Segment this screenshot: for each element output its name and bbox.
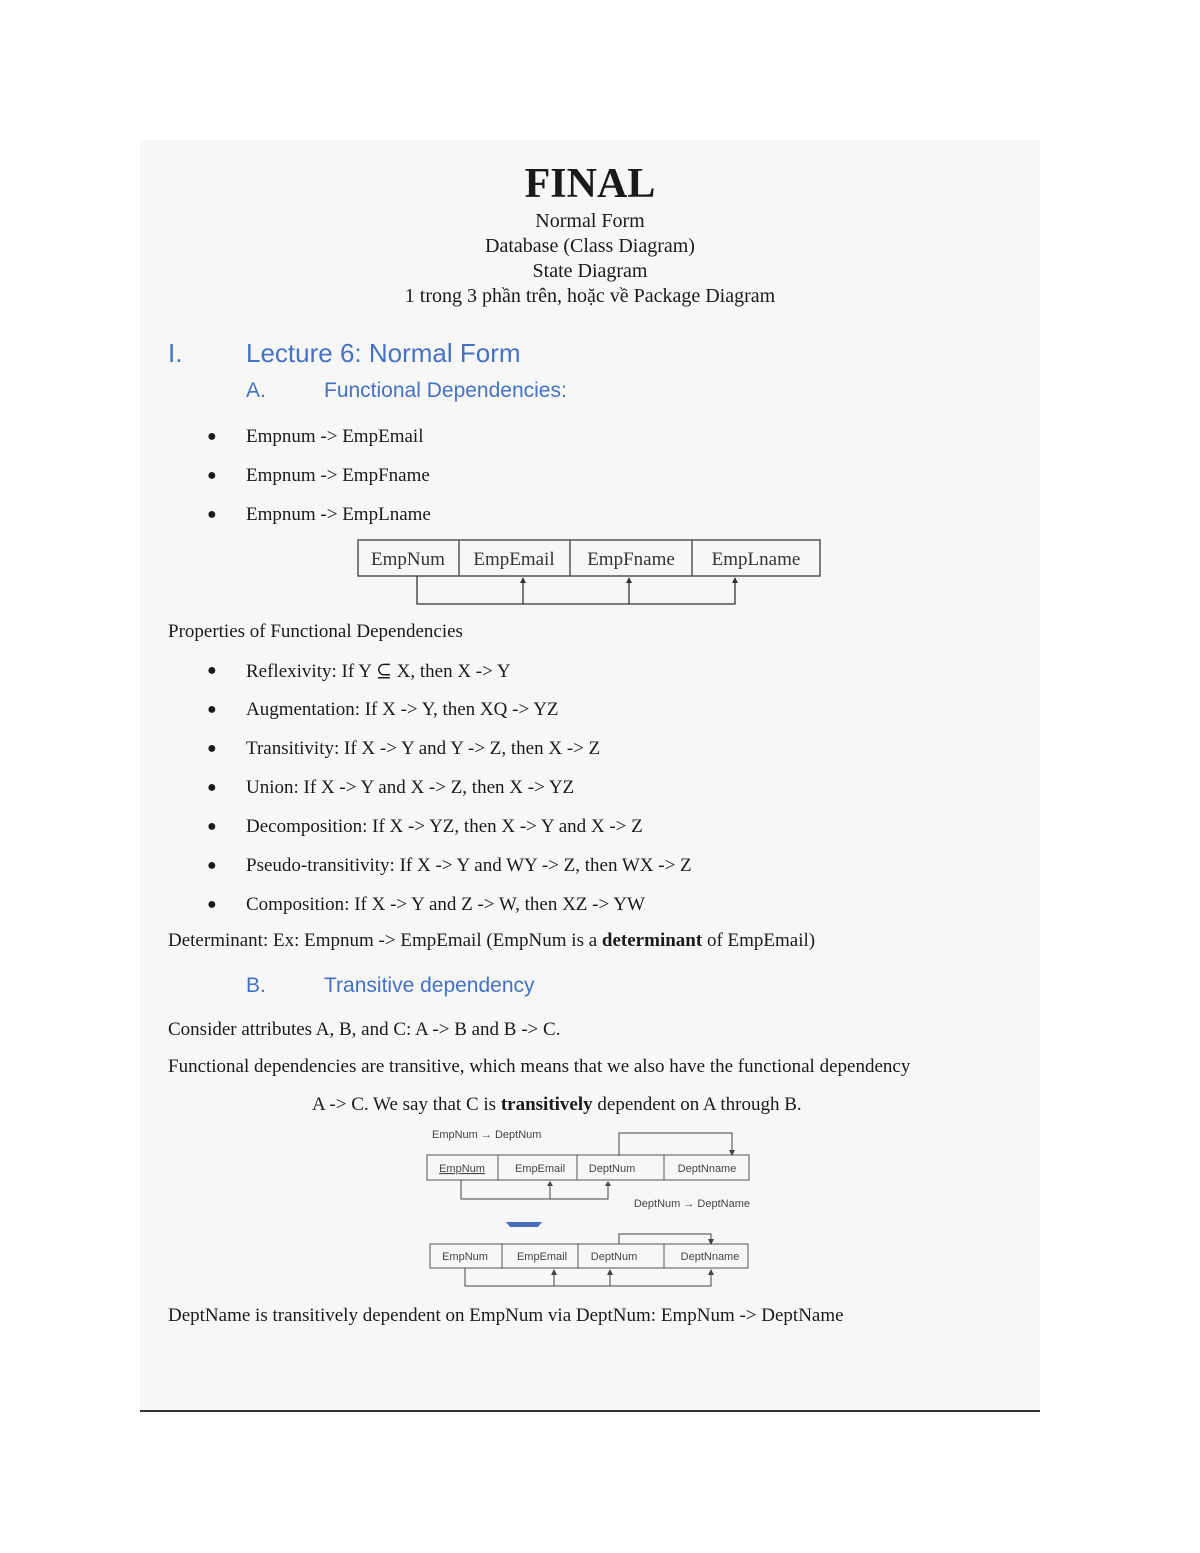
- diagram-bottom-header: DeptNname: [680, 1251, 740, 1263]
- bullet-icon: ●: [207, 896, 217, 913]
- determinant-text: of EmpEmail): [702, 930, 816, 951]
- bullet-icon: ●: [207, 740, 217, 757]
- arrowhead-icon: [547, 1181, 553, 1186]
- subsection-b-title: Transitive dependency: [324, 974, 535, 997]
- para-bold: transitively: [500, 1094, 593, 1115]
- dependency-arrow-line: [465, 1268, 711, 1286]
- para-text: A -> C. We say that C is: [312, 1094, 501, 1115]
- property-item: Reflexivity: If Y ⊆ X, then X -> Y: [246, 661, 511, 682]
- arrowhead-icon: [551, 1269, 557, 1275]
- fd-table-header: EmpLname: [711, 549, 801, 570]
- diagram-bottom-header: EmpNum: [442, 1251, 488, 1263]
- diagram-mid-label: DeptNum → DeptName: [633, 1198, 750, 1210]
- bullet-icon: ●: [207, 662, 217, 679]
- bullet-icon: ●: [207, 818, 217, 835]
- bullet-icon: ●: [207, 779, 217, 796]
- section-number: I.: [168, 338, 183, 368]
- property-item: Composition: If X -> Y and Z -> W, then XZ -> YW: [246, 894, 645, 915]
- bullet-icon: ●: [207, 701, 217, 718]
- transitive-para-1: Consider attributes A, B, and C: A -> B and B -> C.: [168, 1019, 561, 1040]
- dependency-arrow-line: [619, 1234, 711, 1244]
- fd-bullet: Empnum -> EmpFname: [246, 465, 430, 486]
- property-item: Decomposition: If X -> YZ, then X -> Y and X -> Z: [246, 816, 643, 837]
- property-item: Transitivity: If X -> Y and Y -> Z, then X -> Z: [246, 738, 601, 759]
- subsection-b-number: B.: [246, 974, 266, 997]
- fd-table-diagram: [356, 538, 822, 608]
- subtitle-state-diagram: State Diagram: [532, 260, 648, 282]
- diagram-top-header: EmpNum: [439, 1163, 485, 1175]
- arrowhead-icon: [605, 1181, 611, 1186]
- transitive-para-2: Functional dependencies are transitive, which means that we also have the functional dependency: [168, 1056, 911, 1077]
- property-item: Pseudo-transitivity: If X -> Y and WY -> Z, then WX -> Z: [246, 855, 692, 876]
- arrowhead-icon: [607, 1269, 613, 1275]
- arrowhead-icon: [626, 577, 632, 583]
- diagram-top-label: EmpNum → DeptNum: [432, 1129, 542, 1141]
- fd-bullet: Empnum -> EmpEmail: [246, 426, 424, 447]
- transitive-conclusion: DeptName is transitively dependent on EmpNum via DeptNum: EmpNum -> DeptName: [168, 1305, 844, 1326]
- section-title: Lecture 6: Normal Form: [246, 338, 521, 368]
- determinant-text: Determinant: Ex: Empnum -> EmpEmail (EmpNum is a: [168, 930, 602, 951]
- bullet-icon: ●: [207, 467, 217, 484]
- subsection-a-number: A.: [246, 379, 266, 402]
- dependency-arrow-line: [417, 576, 735, 604]
- diagram-top-header: EmpEmail: [514, 1163, 566, 1175]
- subtitle-database: Database (Class Diagram): [485, 235, 695, 257]
- fd-bullet: Empnum -> EmpLname: [246, 504, 431, 525]
- arrowhead-icon: [708, 1269, 714, 1275]
- dependency-arrow-line: [619, 1133, 732, 1156]
- properties-title: Properties of Functional Dependencies: [168, 621, 463, 642]
- diagram-top-header: DeptNname: [677, 1163, 737, 1175]
- bullet-icon: ●: [207, 428, 217, 445]
- para-text: dependent on A through B.: [592, 1094, 802, 1115]
- footer-divider: [140, 1410, 1040, 1412]
- determinant-bold: determinant: [601, 930, 703, 951]
- document-title: FINAL: [524, 161, 656, 207]
- diagram-bottom-header: EmpEmail: [516, 1251, 568, 1263]
- arrowhead-icon: [732, 577, 738, 583]
- transitive-diagram: [424, 1124, 756, 1294]
- subsection-a-title: Functional Dependencies:: [324, 379, 567, 402]
- subtitle-package-diagram: 1 trong 3 phần trên, hoặc về Package Diagram: [404, 285, 776, 307]
- fd-table-header: EmpEmail: [473, 549, 555, 570]
- subtitle-normal-form: Normal Form: [535, 210, 645, 232]
- bullet-icon: ●: [207, 506, 217, 523]
- bullet-icon: ●: [207, 857, 217, 874]
- transitive-para-3: [312, 1094, 802, 1116]
- down-arrow-icon: [506, 1222, 542, 1227]
- fd-table-header: EmpNum: [371, 549, 445, 570]
- diagram-bottom-header: DeptNum: [590, 1251, 638, 1263]
- property-item: Union: If X -> Y and X -> Z, then X -> YZ: [246, 777, 575, 798]
- arrowhead-icon: [520, 577, 526, 583]
- dependency-arrow-line: [461, 1180, 608, 1199]
- diagram-top-header: DeptNum: [588, 1163, 636, 1175]
- determinant-line: [168, 930, 815, 952]
- property-item: Augmentation: If X -> Y, then XQ -> YZ: [246, 699, 559, 720]
- fd-table-header: EmpFname: [587, 549, 675, 570]
